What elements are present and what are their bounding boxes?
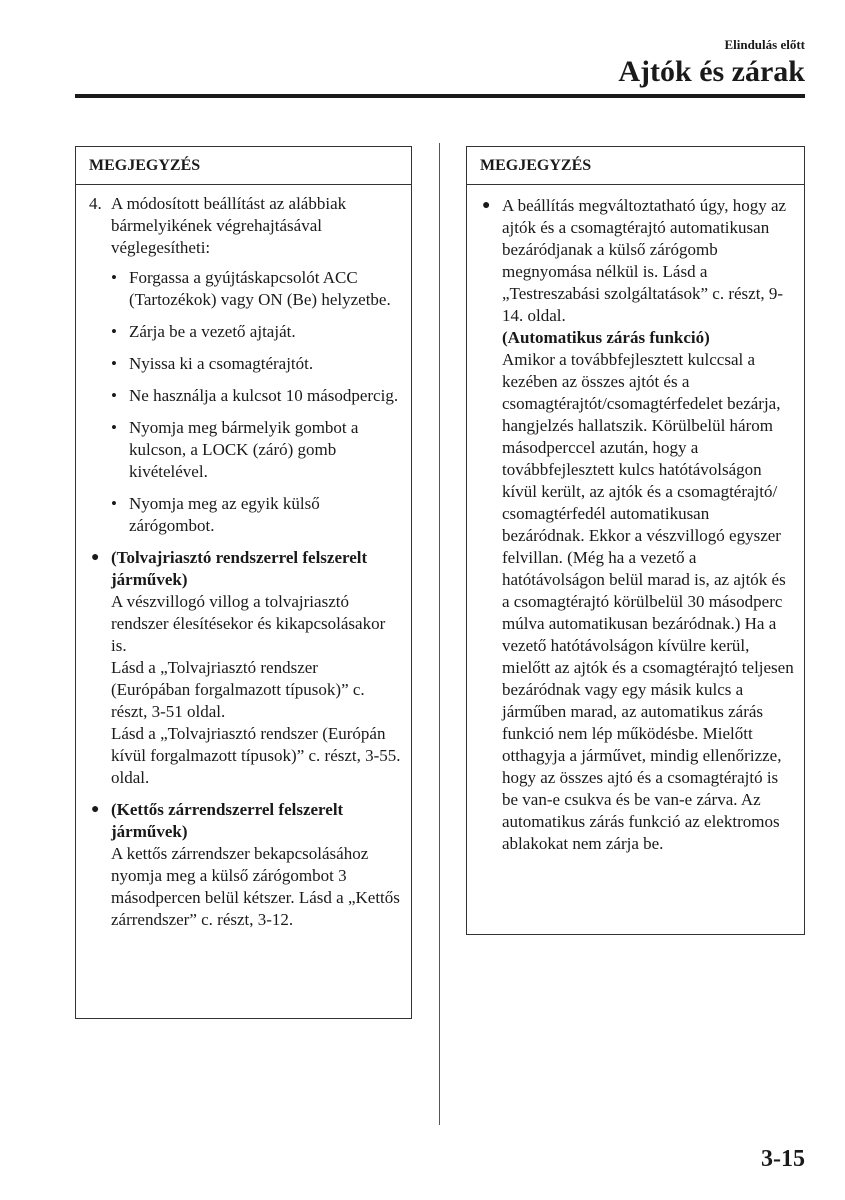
list-item-text: Nyomja meg bármelyik gombot a kulcson, a LOCK (záró) gomb kivételével.: [129, 418, 359, 481]
list-item-text: Zárja be a vezető ajtaját.: [129, 322, 296, 341]
right-note-box: [466, 146, 805, 935]
bullet-icon: ●: [482, 198, 491, 213]
left-note-heading: MEGJEGYZÉS: [76, 147, 411, 185]
bullet-line: Lásd a „Tolvajriasztó rendszer (Európán kívül forgalmazott típusok)” c. részt, 3-55. oldal.: [111, 724, 401, 787]
section-label: Elindulás előtt: [724, 37, 805, 52]
list-item: [111, 321, 401, 343]
bullet-icon: ●: [91, 550, 100, 565]
bullet-icon: •: [111, 268, 117, 287]
numbered-step: [89, 193, 401, 259]
step-text: A módosított beállítást az alábbiak bármelyikének végrehajtásával véglegesítheti:: [111, 194, 347, 257]
list-item: [111, 493, 401, 537]
bullet-subtitle: (Automatikus zárás funkció): [502, 328, 710, 347]
list-item: [111, 385, 401, 407]
column-divider: [439, 143, 440, 1125]
bullet-line: Lásd a „Tolvajriasztó rendszer (Európában forgalmazott típusok)” c. részt, 3-51 oldal.: [111, 658, 365, 721]
bullet-icon: •: [111, 386, 117, 405]
bullet-icon: ●: [91, 802, 100, 817]
page-title: Ajtók és zárak: [618, 55, 805, 88]
bullet-icon: •: [111, 354, 117, 373]
list-item: [111, 353, 401, 375]
bullet-title: (Kettős zárrendszerrel felszerelt járművek): [111, 800, 344, 841]
list-item-text: Ne használja a kulcsot 10 másodpercig.: [129, 386, 399, 405]
list-item-text: Nyomja meg az egyik külső zárógombot.: [129, 494, 320, 535]
left-note-body: [76, 185, 411, 931]
bullet-title: (Tolvajriasztó rendszerrel felszerelt járművek): [111, 548, 368, 589]
list-item: [111, 267, 401, 311]
left-note-box: [75, 146, 412, 1019]
right-note-heading: MEGJEGYZÉS: [467, 147, 804, 185]
page-number: 3-15: [761, 1146, 805, 1172]
sub-item-list: [111, 267, 401, 537]
bullet-auto-lock: [480, 195, 794, 855]
right-note-body: [467, 185, 804, 855]
bullet-line: A kettős zárrendszer bekapcsolásához nyomja meg a külső zárógombot 3 másodpercen belül kétszer. Lásd a „Kettős zárrendszer” c. részt, 3-12.: [111, 844, 400, 929]
step-number: 4.: [89, 194, 102, 213]
bullet-icon: •: [111, 322, 117, 341]
list-item-text: Forgassa a gyújtáskapcsolót ACC (Tartozékok) vagy ON (Be) helyzetbe.: [129, 268, 391, 309]
bullet-line: A vészvillogó villog a tolvajriasztó rendszer élesítésekor és kikapcsolásakor is.: [111, 592, 386, 655]
list-item: [111, 417, 401, 483]
bullet-body: Amikor a továbbfejlesztett kulccsal a kezében az összes ajtót és a csomagtérajtót/csomagtérfedelet bezárja, hangjelzés hallatszik. Körülbelül három másodperccel azután, hogy a továbbfejlesztett kulcs hatótávolságon kívül került, az ajtók és a csomagtérajtó/ csomagtérfedél automatikusan bezáródnak. Ekkor a vészvillogó egyszer felvillan. (Még ha a vezető a hatótávolságon belül marad is, az ajtók és a csomagtérajtó körülbelül 30 másodperc múlva automatikusan bezáródnak.) Ha a vezető hatótávolságon kívülre kerül, mielőtt az ajtók és a csomagtérajtó teljesen bezáródnak vagy egy másik kulcs a járműben marad, az automatikus zárás funkció nem lép működésbe. Mielőtt otthagyja a járművet, mindig ellenőrizze, hogy az összes ajtó és a csomagtérajtó is be van-e csukva és be van-e zárva. Az automatikus zárás funkció az elektromos ablakokat nem zárja be.: [502, 350, 794, 853]
bullet-icon: •: [111, 494, 117, 513]
bullet-double-lock: [89, 799, 401, 931]
bullet-intro: A beállítás megváltoztatható úgy, hogy az ajtók és a csomagtérajtó automatikusan bezáródjanak a külső zárógomb megnyomása nélkül is. Lásd a „Testreszabási szolgáltatások” c. részt, 9-14. oldal.: [502, 196, 787, 325]
bullet-alarm-system: [89, 547, 401, 789]
header-rule: [75, 94, 805, 98]
bullet-icon: •: [111, 418, 117, 437]
list-item-text: Nyissa ki a csomagtérajtót.: [129, 354, 314, 373]
